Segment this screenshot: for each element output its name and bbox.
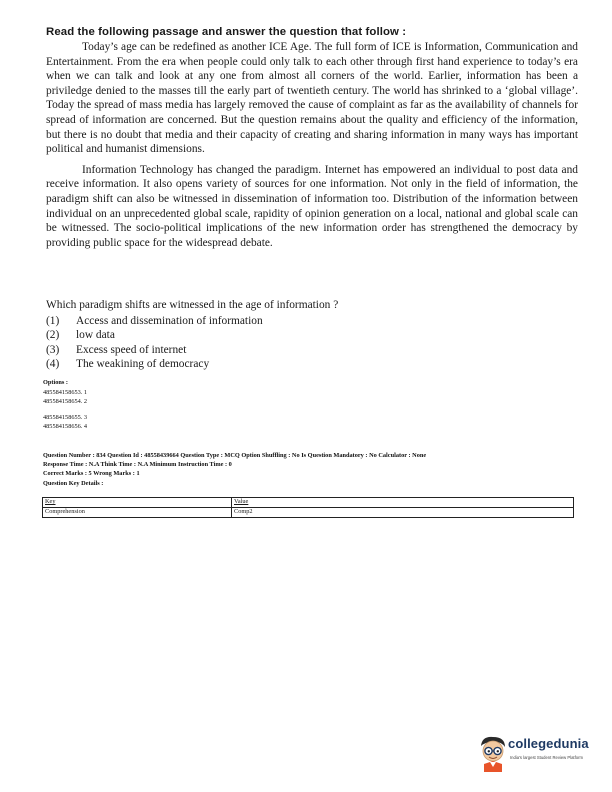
table-header-row (43, 498, 574, 508)
question-block (46, 298, 566, 372)
question-metadata (43, 451, 583, 488)
choice-text: low data (76, 329, 115, 342)
header-value: Value (232, 498, 574, 508)
options-list (43, 378, 87, 432)
logo-wordmark: collegedunia (508, 736, 589, 751)
passage-heading: Read the following passage and answer the question that follow : (46, 26, 407, 38)
cell-value: Comp2 (232, 508, 574, 518)
option-id-4: 485584158656. 4 (43, 423, 88, 431)
question-text: Which paradigm shifts are witnessed in the age of information ? (46, 299, 339, 311)
passage-paragraph-1: Today’s age can be redefined as another ICE Age. The full form of ICE is Information, Communication and Entertainment. From the era when people could only talk to each other through first hand experience to today’s era when we can talk and look at any one from almost all corners of the world. Earlier, information has been a priviledge denied to the masses till the early part of twentieth century. The world has shrinked to a ‘global village’. Today the spread of mass media has largely removed the cause of complaint as far as the availability of channels for spread of information are concerned. But the question remains about the quality and efficiency of the information, but there is no doubt that media and their capacity of creating and sharing information in many ways has important political and humanist dimensions. (46, 41, 578, 156)
choice-number: (3) (46, 343, 60, 356)
passage-paragraph-2: Information Technology has changed the paradigm. Internet has empowered an individual to post data and receive information. It also opens variety of sources for one information. Not only in the field of information, the paradigm shift can also be witnessed in dissemination of information too. Distribution of the information between individual on an unprecedented global scale, rapidity of opinion generation on a local, national and global scale can be witnessed. The socio-political implications of the new information order has strengthened the democracy by providing public space for the widespread debate. (46, 163, 578, 249)
meta-line-marks: Correct Marks : 5 Wrong Marks : 1 (43, 470, 140, 478)
choice-text: Access and dissemination of information (76, 314, 263, 327)
option-id-1: 485584158653. 1 (43, 388, 88, 396)
choice-number: (1) (46, 314, 60, 327)
logo-tagline: India's largest Student Review Platform (510, 755, 583, 760)
table-row (43, 508, 574, 518)
cell-key: Comprehension (43, 508, 232, 518)
meta-line-key-details: Question Key Details : (43, 479, 104, 487)
header-key: Key (43, 498, 232, 508)
meta-line-number: Question Number : 834 Question Id : 48558439664 Question Type : MCQ Option Shuffling : No Is Question Mandatory : No Calculator : None (43, 452, 427, 459)
meta-line-time: Response Time : N.A Think Time : N.A Minimum Instruction Time : 0 (43, 461, 232, 469)
choice-2 (46, 328, 566, 343)
collegedunia-logo (476, 734, 606, 778)
choice-number: (4) (46, 358, 60, 371)
choice-3 (46, 343, 566, 358)
choice-1 (46, 314, 566, 329)
mascot-icon (476, 734, 510, 774)
key-details-table (42, 497, 574, 518)
option-id-3: 485584158655. 3 (43, 413, 88, 421)
choice-text: The weakining of democracy (76, 358, 210, 371)
choice-number: (2) (46, 329, 60, 342)
option-id-2: 485584158654. 2 (43, 398, 88, 406)
choice-4 (46, 357, 566, 372)
options-label: Options : (43, 379, 69, 386)
passage-block (46, 26, 578, 250)
choice-text: Excess speed of internet (76, 343, 187, 356)
